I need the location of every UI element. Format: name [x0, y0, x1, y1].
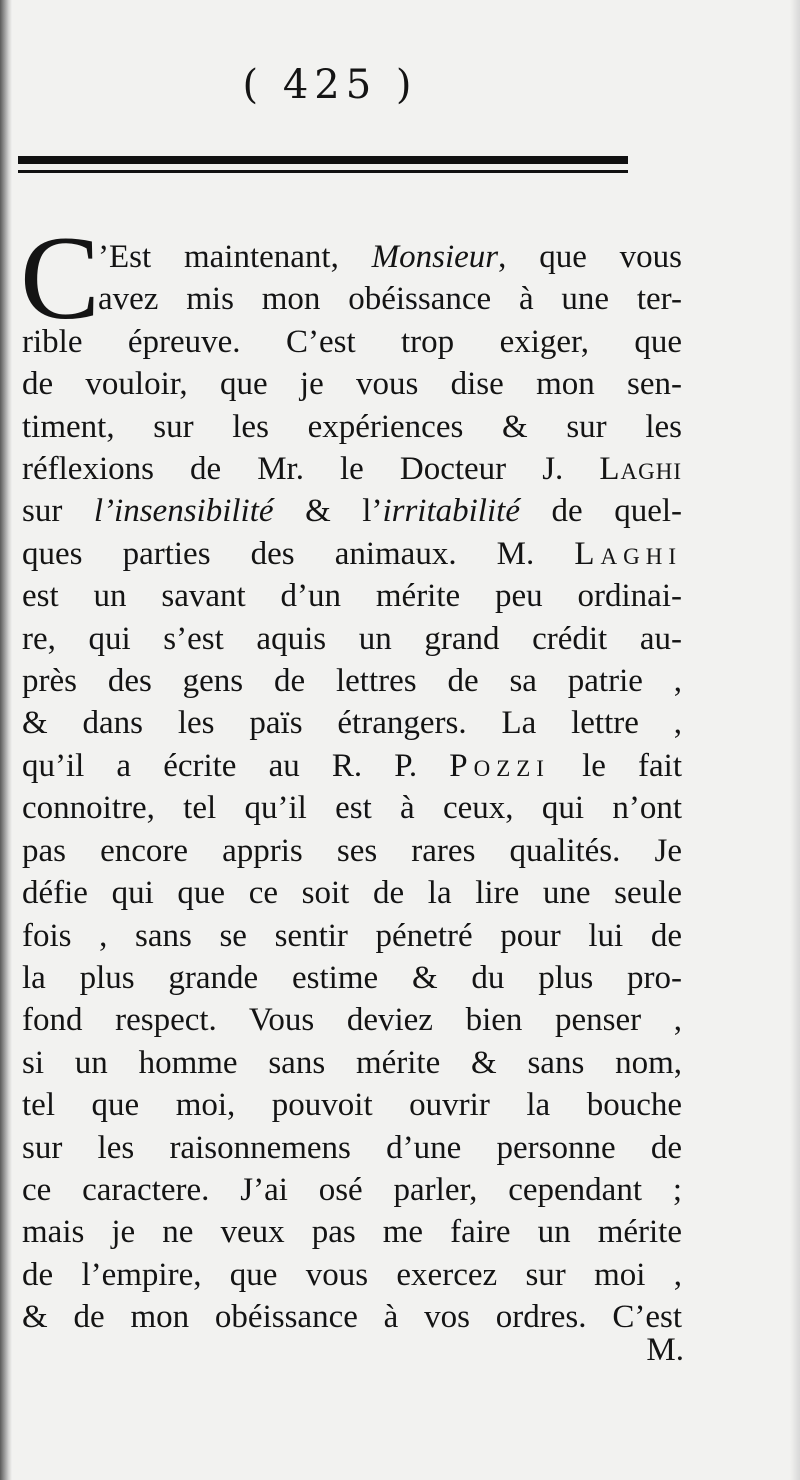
- text-line-13: qu’il a écrite au R. P. Pozzi le fait: [22, 747, 682, 784]
- text-line-24: mais je ne veux pas me faire un mérite: [22, 1214, 682, 1251]
- text-line-12: & dans les païs étrangers. La lettre ,: [22, 705, 682, 742]
- text-line-21: tel que moi, pouvoit ouvrir la bouche: [22, 1087, 682, 1124]
- text-line-4: de vouloir, que je vous dise mon sen-: [22, 366, 682, 403]
- text-line-10: re, qui s’est aquis un grand crédit au-: [22, 620, 682, 657]
- text-line-7: sur l’insensibilité & l’irritabilité de quel-: [22, 493, 683, 530]
- text-line-17: fois , sans se sentir pénetré pour lui de: [22, 917, 682, 954]
- scan-edge-left: [0, 0, 12, 1480]
- text-line-16: défie qui que ce soit de la lire une seule: [22, 875, 682, 912]
- text-line-20: si un homme sans mérite & sans nom,: [22, 1044, 682, 1081]
- catchword: M.: [646, 1332, 684, 1368]
- text-line-18: la plus grande estime & du plus pro-: [22, 959, 682, 996]
- header-rule-thick: [18, 156, 628, 164]
- text-line-23: ce caractere. J’ai osé parler, cependant ;: [22, 1171, 682, 1208]
- text-line-22: sur les raisonnemens d’une personne de: [22, 1129, 682, 1166]
- text-line-26: & de mon obéissance à vos ordres. C’est: [22, 1299, 682, 1336]
- text-line-9: est un savant d’un mérite peu ordinai-: [22, 578, 682, 615]
- text-line-15: pas encore appris ses rares qualités. Je: [22, 832, 682, 869]
- scan-edge-right: [790, 0, 800, 1480]
- header-rule-thin: [18, 170, 628, 173]
- text-line-1: ’Est maintenant, Monsieur, que vous: [98, 239, 682, 275]
- page-number: ( 425 ): [242, 62, 418, 108]
- text-line-2: avez mis mon obéissance à une ter-: [98, 281, 682, 318]
- text-line-19: fond respect. Vous deviez bien penser ,: [22, 1002, 682, 1039]
- text-line-11: près des gens de lettres de sa patrie ,: [22, 663, 682, 700]
- text-line-8: ques parties des animaux. M. Laghi: [22, 535, 682, 572]
- text-line-6: réflexions de Mr. le Docteur J. Laghi: [22, 451, 682, 488]
- drop-cap: C: [20, 211, 101, 344]
- body-text: [22, 236, 682, 1339]
- text-line-14: connoitre, tel qu’il est à ceux, qui n’ont: [22, 790, 682, 827]
- text-line-25: de l’empire, que vous exercez sur moi ,: [22, 1256, 682, 1293]
- text-line-3: rible épreuve. C’est trop exiger, que: [22, 323, 682, 360]
- text-line-5: timent, sur les expériences & sur les: [22, 408, 682, 445]
